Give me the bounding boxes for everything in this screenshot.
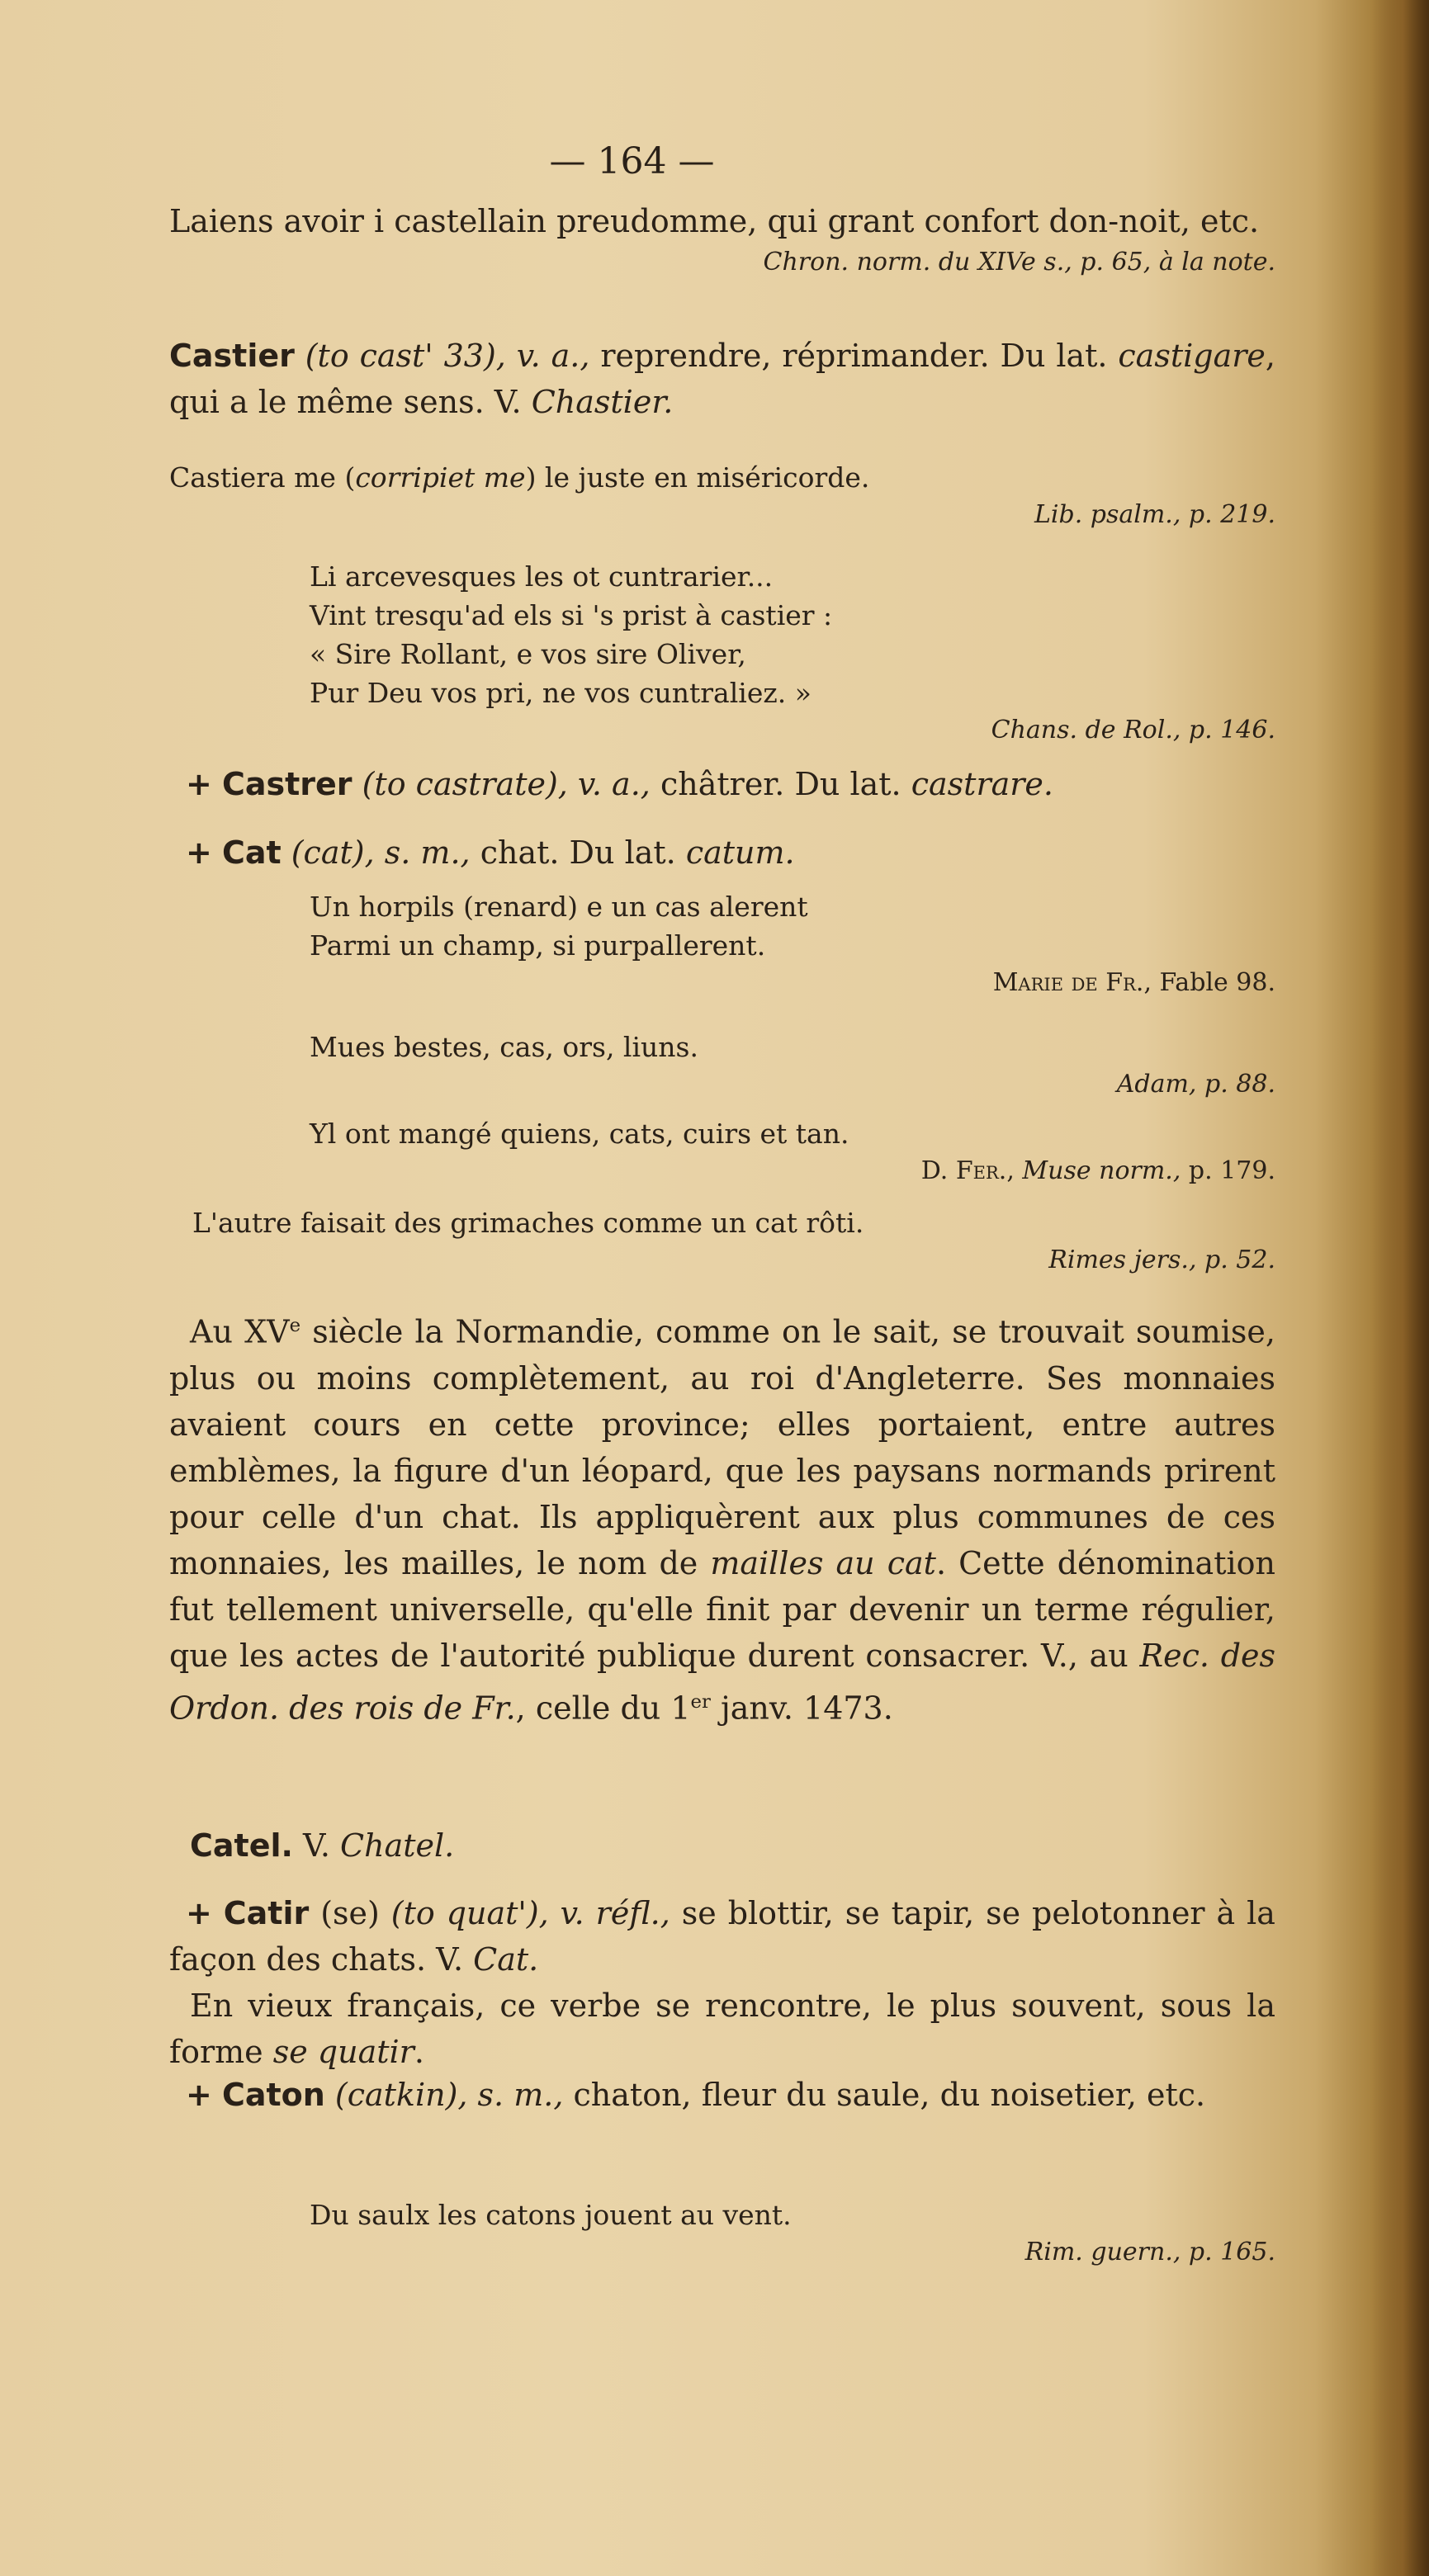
entry-caton [169,2072,1275,2118]
superscript: e [289,1315,301,1336]
etymology: castrare. [911,766,1053,802]
source-citation: Lib. psalm., p. 219. [1034,500,1275,529]
headword: Catel. [190,1827,293,1864]
verse-line: Parmi un champ, si purpallerent. [310,929,766,962]
dagger-mark: + [186,834,212,871]
verse-line: Mues bestes, cas, ors, liuns. [310,1031,698,1063]
superscript: er [690,1690,711,1713]
text-run: En vieux français, ce verbe se rencontre, le plus souvent, sous la forme [169,1988,1275,2070]
definition: se blottir, se tapir, se pelotonner à la façon des chats. V. [169,1895,1275,1978]
source-detail: Fable 98. [1159,968,1275,997]
italic-term: mailles au cat [710,1544,936,1581]
source-title: Muse norm., [1022,1156,1181,1185]
entry-text [169,830,1275,876]
see-label: V. [303,1827,330,1864]
paragraph-au-xv [169,1302,1275,1731]
source-page: p. 179. [1188,1156,1275,1185]
verse-line: Pur Deu vos pri, ne vos cuntraliez. » [310,677,812,709]
headword: Castrer [221,766,353,802]
quote-text: Castiera me ( [169,461,356,494]
latin-gloss: corripiet me [355,461,526,494]
note-paragraph [169,1983,1275,2075]
gloss: (to castrate), v. a., [362,766,651,802]
quote-saulx [169,2196,1275,2271]
gloss: (cat), s. m., [291,834,471,871]
verse-line: Du saulx les catons jouent au vent. [310,2199,792,2231]
gloss: (to quat'), v. réfl., [390,1895,670,1931]
definition: reprendre, réprimander. Du lat. [600,338,1108,374]
entry-text [169,1890,1275,1983]
source-citation: Rim. guern., p. 165. [1024,2238,1275,2266]
quote-text-end: ) le juste en miséricorde. [525,461,870,494]
quote-rolant [169,557,1275,749]
dagger-mark: + [186,1895,212,1931]
italic-term: se quatir [272,2034,414,2070]
source-citation [169,1153,1275,1189]
text-run: . [414,2034,424,2070]
book-binding-edge [1371,0,1429,2576]
source-citation: Rimes jers., p. 52. [1048,1245,1275,1274]
text-run: , celle du 1 [515,1690,691,1727]
verse-line: Yl ont mangé quiens, cats, cuirs et tan. [310,1118,849,1150]
etymology: castigare [1118,338,1266,374]
entry-laiens [169,198,1275,281]
text-run: . Cette dénomination fut tellement universelle, qu'elle finit par devenir un terme régulier, que les actes de l'autorité publique durent consacrer. V., au [169,1544,1275,1674]
text-run: Au XV [190,1313,290,1350]
body-paragraph [169,1302,1275,1731]
definition-rest: , qui a le même sens. V. [169,338,1275,420]
definition: châtrer. Du lat. [660,766,901,802]
text-run: janv. 1473. [710,1690,893,1727]
source-citation: Adam, p. 88. [1116,1070,1275,1099]
verse-line: Li arcevesques les ot cuntrarier... [310,560,774,593]
etymology: catum. [685,834,795,871]
entry-catel [169,1822,1275,1869]
headword: Catir [223,1895,310,1931]
verse-line: Vint tresqu'ad els si 's prist à castier : [310,599,833,631]
quote-text: Laiens avoir i castellain preudomme, qui grant confort don-noit, etc. [169,203,1260,239]
reflexive: (se) [320,1895,380,1931]
entry-cat [169,830,1275,876]
entry-text [169,2072,1275,2118]
page-number: — 164 — [549,140,715,182]
cross-reference: Chastier. [531,384,674,420]
cross-reference: Cat. [473,1941,539,1978]
gloss: (to cast' 33), v. a., [305,338,590,374]
text-run: siècle la Normandie, comme on le sait, se trouvait soumise, plus ou moins complètement, au roi d'Angleterre. Ses monnaies avaient cours en cette province; elles portaient, entre autres emblèmes, la figure d'un léopard, que les paysans normands prirent pour celle d'un chat. Ils appliquèrent aux plus communes de ces monnaies, les mailles, le nom de [169,1313,1275,1581]
source-author: Marie de Fr., [992,968,1152,997]
verse-line: Un horpils (renard) e un cas alerent [310,891,808,923]
entry-castrer [169,761,1275,807]
headword: Castier [169,338,295,374]
gloss: (catkin), s. m., [334,2077,564,2113]
definition: chaton, fleur du saule, du noisetier, etc. [573,2077,1206,2113]
entry-catir [169,1890,1275,2075]
quote-line [169,458,1275,497]
verse-line: « Sire Rollant, e vos sire Oliver, [310,638,746,670]
quote-yl [169,1114,1275,1189]
source-citation [169,965,1275,1001]
italic-title: Rec. des Ordon. des rois de Fr. [169,1637,1276,1727]
quote-horpils [169,887,1275,1001]
dagger-mark: + [186,766,212,802]
source-author: D. Fer., [920,1156,1015,1185]
cross-reference: Chatel. [340,1827,455,1864]
entry-text [169,1822,1275,1869]
entry-text [169,761,1275,807]
headword: Caton [221,2077,325,2113]
quote-line: L'autre faisait des grimaches comme un cat rôti. [192,1207,864,1239]
entry-text [169,333,1275,425]
entry-castier [169,333,1275,425]
headword: Cat [221,834,282,871]
quote-mues [169,1028,1275,1103]
quote-castiera [169,458,1275,533]
dagger-mark: + [186,2077,212,2113]
source-citation: Chans. de Rol., p. 146. [991,716,1275,744]
source-citation: Chron. norm. du XIVe s., p. 65, à la note. [763,248,1275,277]
quote-lautre [169,1203,1275,1279]
definition: chat. Du lat. [480,834,676,871]
